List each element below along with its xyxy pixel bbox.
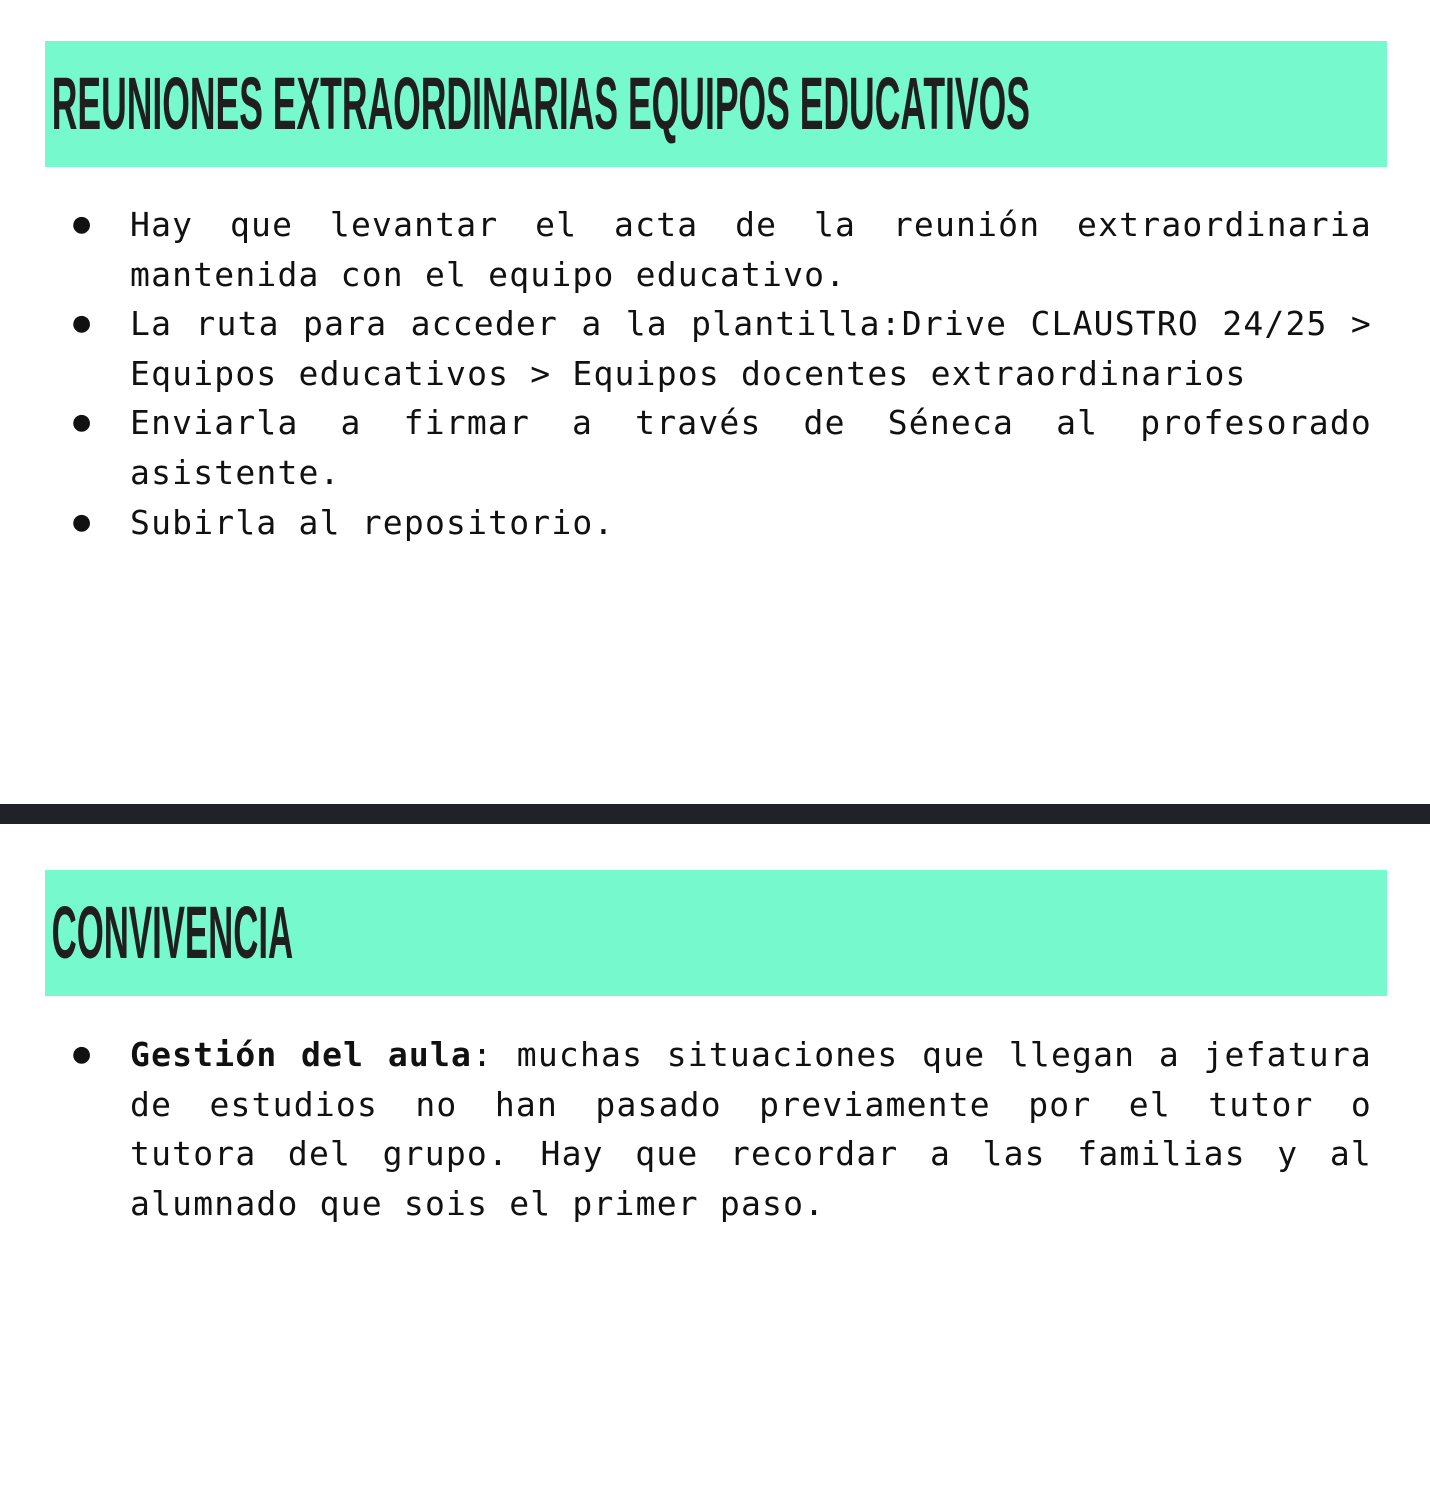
bullet-list (130, 1030, 1372, 1228)
list-item: ● Enviarla a firmar a través de Séneca al profesorado asistente. (130, 398, 1372, 497)
bullet-bold-lead: Gestión del aula (130, 1035, 473, 1074)
section-title: REUNIONES EXTRAORDINARIAS EQUIPOS EDUCATIVOS (51, 62, 1030, 145)
slide-convivencia (0, 824, 1430, 1506)
section-title-bar (45, 41, 1387, 167)
list-item (130, 1030, 1372, 1228)
list-item: ● Subirla al repositorio. (130, 498, 1372, 548)
slide-divider (0, 804, 1430, 824)
bullet-text: : muchas situaciones que llegan a jefatura de estudios no han pasado previamente por el tutor o tutora del grupo. Hay que recordar a las familias y al alumnado que sois el primer paso. (130, 1035, 1372, 1223)
list-item: ● La ruta para acceder a la plantilla:Drive CLAUSTRO 24/25 > Equipos educativos > Equipos docentes extraordinarios (130, 299, 1372, 398)
section-title: CONVIVENCIA (51, 891, 294, 974)
bullet-list (130, 200, 1372, 547)
list-item: ● Hay que levantar el acta de la reunión extraordinaria mantenida con el equipo educativo. (130, 200, 1372, 299)
section-title-bar (45, 870, 1387, 996)
